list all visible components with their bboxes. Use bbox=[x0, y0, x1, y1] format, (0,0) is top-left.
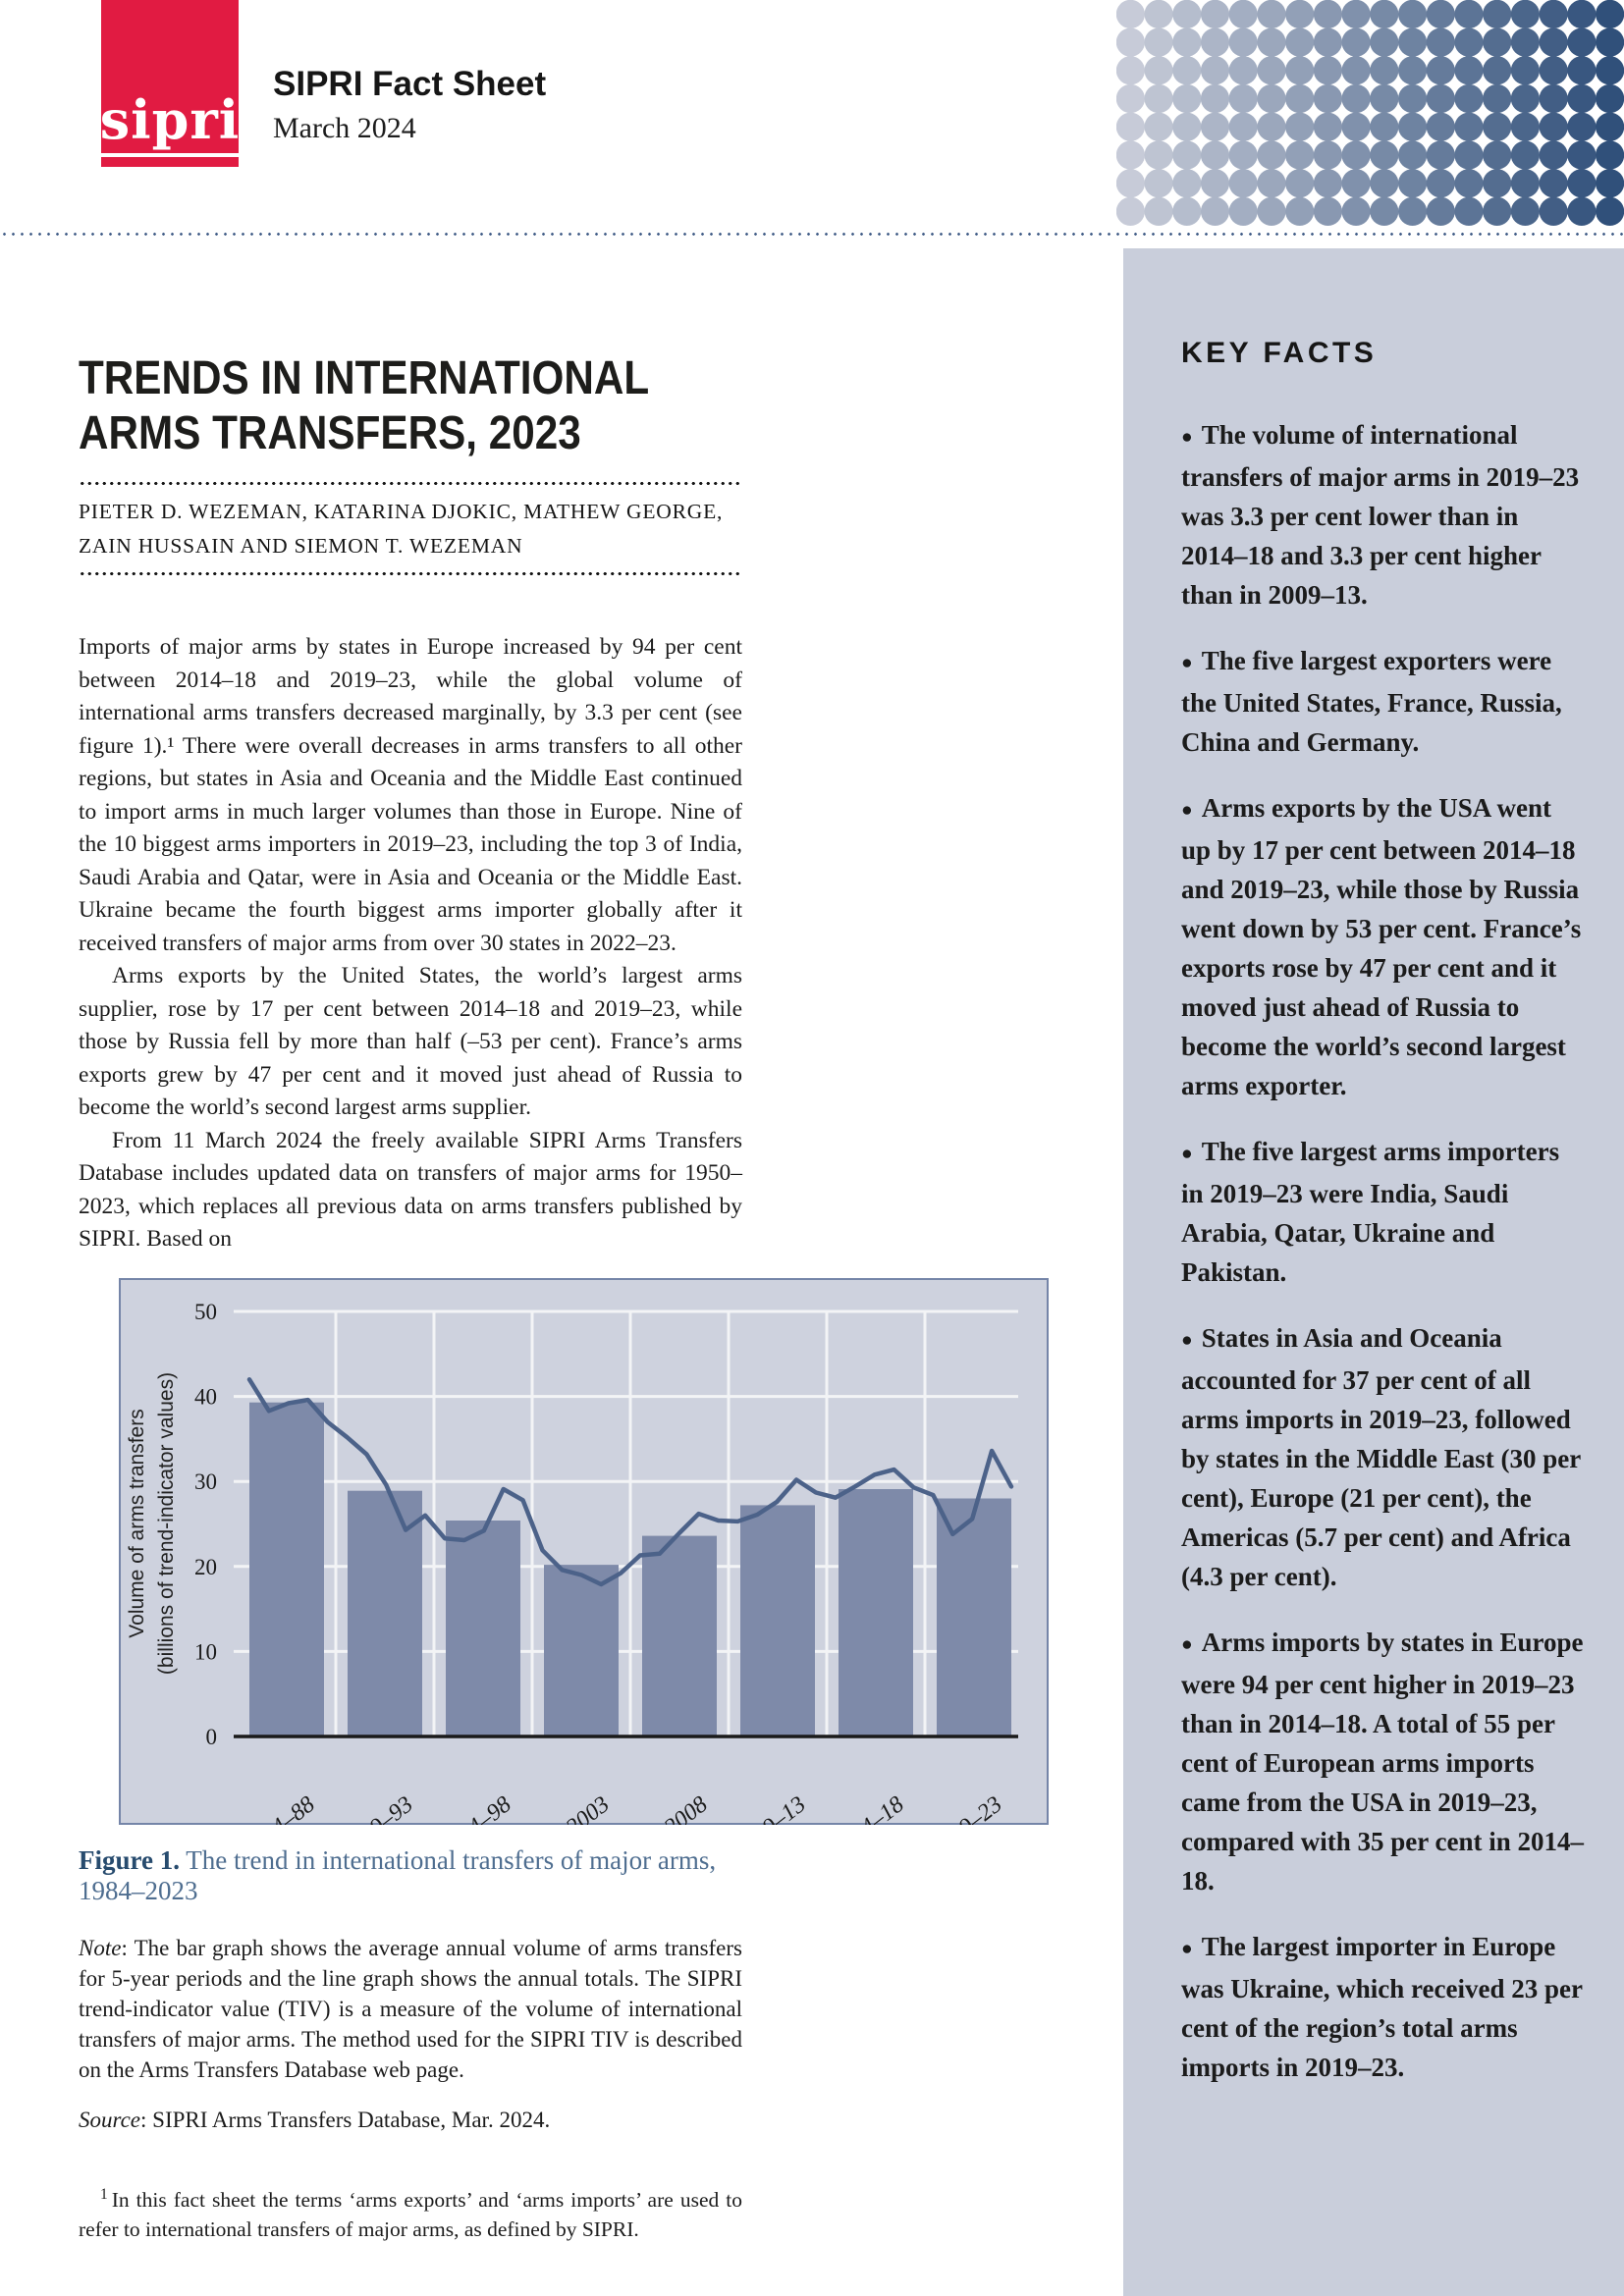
key-fact-item: ● Arms imports by states in Europe were 94 per cent higher in 2019–23 than in 2014–18. A total of 55 per cent of European arms imports came from the USA in 2019–23, compared with 35 per cent in 2014–18. bbox=[1181, 1628, 1584, 1896]
figure-1-chart bbox=[119, 1278, 1049, 1825]
fact-sheet-title: SIPRI Fact Sheet bbox=[273, 65, 547, 103]
sipri-logo-text: sipri bbox=[98, 93, 243, 157]
page-title-line1: TRENDS IN INTERNATIONAL bbox=[79, 352, 650, 404]
figure-1 bbox=[119, 1278, 1049, 1830]
key-facts-heading: KEY FACTS bbox=[1181, 337, 1378, 369]
decorative-dot-pattern bbox=[1116, 0, 1624, 226]
bar-1999–2003 bbox=[544, 1565, 619, 1736]
y-tick-label: 30 bbox=[194, 1468, 217, 1494]
figure-1-note-label: Note bbox=[79, 1935, 122, 1960]
figure-1-note-text: : The bar graph shows the average annual volume of arms transfers for 5-year periods and the line graph shows the annual totals. The SIPRI trend-indicator value (TIV) is a measure of the volume of international transfers of major arms. The method used for the SIPRI TIV is described on the Arms Transfers Database web page. bbox=[79, 1935, 742, 2082]
bar-2019–23 bbox=[937, 1498, 1011, 1736]
bullet-icon: ● bbox=[1181, 427, 1193, 448]
bullet-icon: ● bbox=[1181, 1144, 1193, 1164]
y-axis-label-line2: (billions of trend-indicator values) bbox=[155, 1371, 178, 1675]
footnote-1 bbox=[79, 2180, 742, 2244]
sipri-logo bbox=[101, 0, 239, 167]
fact-sheet-date: March 2024 bbox=[273, 112, 416, 144]
paragraph-3: From 11 March 2024 the freely available SIPRI Arms Transfers Database includes updated data on transfers of major arms for 1950–2023, which replaces all previous data on arms transfers published by SIPRI. Based on bbox=[79, 1127, 742, 1252]
authors-rule-top bbox=[79, 481, 742, 486]
figure-1-caption-text: The trend in international transfers of major arms, 1984–2023 bbox=[79, 1844, 717, 1905]
bar-2004–2008 bbox=[642, 1535, 717, 1735]
key-fact-item: ● Arms exports by the USA went up by 17 per cent between 2014–18 and 2019–23, while those by Russia went down by 53 per cent. France’s exports rose by 47 per cent and it moved just ahead of Russia to become the world’s second largest arms exporter. bbox=[1181, 793, 1582, 1100]
figure-1-source-text: : SIPRI Arms Transfers Database, Mar. 2024. bbox=[140, 2107, 551, 2132]
key-fact-item: ● The largest importer in Europe was Ukraine, which received 23 per cent of the region’s total arms imports in 2019–23. bbox=[1181, 1932, 1583, 2082]
footnote-1-text: In this fact sheet the terms ‘arms exports’ and ‘arms imports’ are used to refer to international transfers of major arms, as defined by SIPRI. bbox=[79, 2187, 742, 2241]
key-fact-item: ● The five largest exporters were the United States, France, Russia, China and Germany. bbox=[1181, 646, 1562, 757]
bar-1984–88 bbox=[249, 1402, 324, 1735]
bar-2014–18 bbox=[839, 1489, 913, 1736]
y-tick-label: 10 bbox=[194, 1638, 217, 1664]
main-column bbox=[79, 351, 742, 2265]
paragraph-1: Imports of major arms by states in Europe increased by 94 per cent between 2014–18 and 2019–23, while the global volume of international arms transfers decreased marginally, by 3.3 per cent (see figure 1).¹ There were overall decreases in arms transfers to all other regions, but states in Asia and Oceania and the Middle East continued to import arms in much larger volumes than those in Europe. Nine of the 10 biggest arms importers in 2019–23, including the top 3 of India, Saudi Arabia and Qatar, were in Asia and Oceania or the Middle East. Ukraine became the fourth biggest arms importer globally after it received transfers of major arms from over 30 states in 2022–23. bbox=[79, 634, 742, 956]
figure-1-caption bbox=[79, 1845, 742, 1906]
bullet-icon: ● bbox=[1181, 800, 1193, 821]
authors-rule-bottom bbox=[79, 571, 742, 576]
bullet-icon: ● bbox=[1181, 1634, 1193, 1655]
figure-1-caption-label: Figure 1. bbox=[79, 1844, 180, 1875]
key-fact-item: ● The five largest arms importers in 2019–23 were India, Saudi Arabia, Qatar, Ukraine and Pakistan. bbox=[1181, 1137, 1560, 1287]
key-facts-sidebar bbox=[1123, 248, 1624, 2296]
bar-1994–98 bbox=[446, 1521, 520, 1736]
header-dotted-rule bbox=[0, 232, 1624, 237]
y-tick-label: 40 bbox=[194, 1384, 217, 1410]
figure-1-source-label: Source bbox=[79, 2107, 141, 2132]
bullet-icon: ● bbox=[1181, 1330, 1193, 1351]
y-tick-label: 0 bbox=[205, 1724, 217, 1749]
body-text bbox=[79, 631, 742, 1256]
figure-1-note bbox=[79, 1933, 742, 2085]
bullet-icon: ● bbox=[1181, 1939, 1193, 1959]
page-title-line2: ARMS TRANSFERS, 2023 bbox=[79, 407, 581, 459]
paragraph-2: Arms exports by the United States, the world’s largest arms supplier, rose by 17 per cent between 2014–18 and 2019–23, while those by Russia fell by more than half (–53 per cent). France’s arms exports grew by 47 per cent and it moved just ahead of Russia to become the world’s second largest arms supplier. bbox=[79, 963, 742, 1120]
bullet-icon: ● bbox=[1181, 653, 1193, 673]
y-tick-label: 20 bbox=[194, 1554, 217, 1579]
key-fact-item: ● The volume of international transfers of major arms in 2019–23 was 3.3 per cent lower than in 2014–18 and 3.3 per cent higher than in 2009–13. bbox=[1181, 420, 1580, 610]
y-axis-label-line1: Volume of arms transfers bbox=[126, 1408, 148, 1638]
y-tick-label: 50 bbox=[194, 1299, 217, 1324]
authors-line: PIETER D. WEZEMAN, KATARINA DJOKIC, MATHEW GEORGE, ZAIN HUSSAIN AND SIEMON T. WEZEMAN bbox=[79, 500, 724, 558]
footnote-1-marker: 1 bbox=[100, 2185, 108, 2203]
figure-1-source bbox=[79, 2108, 742, 2133]
key-fact-item: ● States in Asia and Oceania accounted for 37 per cent of all arms imports in 2019–23, followed by states in the Middle East (30 per cent), Europe (21 per cent), the Americas (5.7 per cent) and Africa (4.3 per cent). bbox=[1181, 1323, 1581, 1591]
page-title bbox=[79, 351, 663, 461]
bar-2009–13 bbox=[740, 1505, 815, 1736]
key-facts-list bbox=[1181, 415, 1587, 2087]
